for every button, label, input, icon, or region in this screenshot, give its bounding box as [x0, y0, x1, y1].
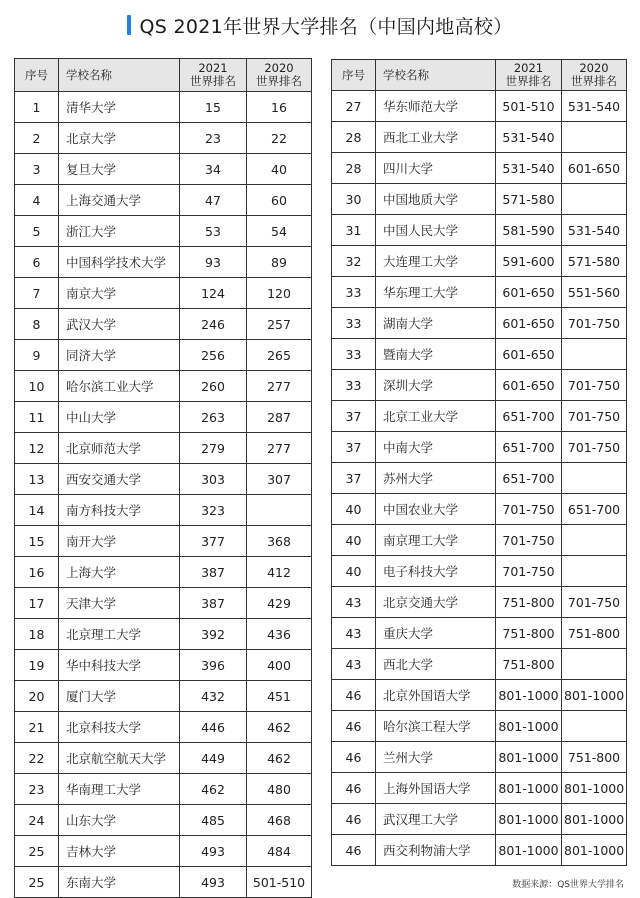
cell-rank: 7 [15, 278, 59, 309]
table-row [15, 402, 312, 433]
cell-2020-rank [562, 463, 627, 494]
table-row [15, 340, 312, 371]
cell-2021-rank: 15 [180, 92, 247, 123]
cell-rank: 30 [332, 184, 376, 215]
table-row [332, 587, 627, 618]
cell-2020-rank: 451 [247, 681, 312, 712]
cell-2021-rank: 34 [180, 154, 247, 185]
cell-rank: 40 [332, 494, 376, 525]
cell-school-name: 四川大学 [376, 153, 496, 184]
cell-2021-rank: 601-650 [496, 339, 562, 370]
cell-2021-rank: 701-750 [496, 556, 562, 587]
cell-rank: 21 [15, 712, 59, 743]
table-row [15, 867, 312, 898]
table-row [15, 216, 312, 247]
table-row [332, 742, 627, 773]
table-body-right [332, 91, 627, 866]
cell-school-name: 电子科技大学 [376, 556, 496, 587]
header-2020-label: 世界排名 [256, 74, 302, 88]
cell-2020-rank: 801-1000 [562, 680, 627, 711]
table-row [15, 92, 312, 123]
table-row [15, 247, 312, 278]
cell-2021-rank: 23 [180, 123, 247, 154]
cell-2020-rank: 751-800 [562, 742, 627, 773]
header-2021-label: 世界排名 [190, 74, 236, 88]
cell-rank: 12 [15, 433, 59, 464]
table-row [332, 184, 627, 215]
cell-rank: 40 [332, 525, 376, 556]
cell-rank: 25 [15, 836, 59, 867]
cell-2020-rank: 60 [247, 185, 312, 216]
cell-2020-rank: 277 [247, 433, 312, 464]
cell-2020-rank: 468 [247, 805, 312, 836]
cell-2020-rank: 801-1000 [562, 804, 627, 835]
cell-2021-rank: 801-1000 [496, 804, 562, 835]
table-row [332, 432, 627, 463]
cell-rank: 20 [15, 681, 59, 712]
cell-2021-rank: 591-600 [496, 246, 562, 277]
header-rank: 序号 [15, 59, 59, 92]
cell-2021-rank: 449 [180, 743, 247, 774]
table-row [332, 494, 627, 525]
cell-rank: 17 [15, 588, 59, 619]
cell-2020-rank: 501-510 [247, 867, 312, 898]
cell-school-name: 同济大学 [59, 340, 180, 371]
table-row [332, 556, 627, 587]
cell-school-name: 武汉理工大学 [376, 804, 496, 835]
cell-rank: 46 [332, 773, 376, 804]
cell-2021-rank: 396 [180, 650, 247, 681]
cell-school-name: 中国地质大学 [376, 184, 496, 215]
cell-rank: 27 [332, 91, 376, 122]
cell-rank: 18 [15, 619, 59, 650]
cell-rank: 43 [332, 649, 376, 680]
cell-school-name: 北京工业大学 [376, 401, 496, 432]
cell-school-name: 哈尔滨工程大学 [376, 711, 496, 742]
cell-school-name: 哈尔滨工业大学 [59, 371, 180, 402]
cell-rank: 37 [332, 401, 376, 432]
cell-2021-rank: 651-700 [496, 432, 562, 463]
cell-school-name: 北京航空航天大学 [59, 743, 180, 774]
cell-school-name: 中南大学 [376, 432, 496, 463]
cell-2020-rank: 54 [247, 216, 312, 247]
cell-school-name: 北京交通大学 [376, 587, 496, 618]
table-row [15, 681, 312, 712]
cell-rank: 9 [15, 340, 59, 371]
cell-school-name: 华东师范大学 [376, 91, 496, 122]
cell-school-name: 西北工业大学 [376, 122, 496, 153]
header-school-name: 学校名称 [376, 60, 496, 91]
cell-2021-rank: 256 [180, 340, 247, 371]
header-school-name: 学校名称 [59, 59, 180, 92]
header-rank: 序号 [332, 60, 376, 91]
cell-2020-rank: 801-1000 [562, 773, 627, 804]
cell-school-name: 中国农业大学 [376, 494, 496, 525]
cell-2021-rank: 93 [180, 247, 247, 278]
cell-2021-rank: 701-750 [496, 525, 562, 556]
cell-school-name: 西安交通大学 [59, 464, 180, 495]
cell-2021-rank: 124 [180, 278, 247, 309]
cell-2021-rank: 432 [180, 681, 247, 712]
table-row [15, 185, 312, 216]
table-row [15, 743, 312, 774]
cell-2021-rank: 392 [180, 619, 247, 650]
table-row [332, 339, 627, 370]
cell-school-name: 上海交通大学 [59, 185, 180, 216]
cell-2020-rank [562, 184, 627, 215]
header-2021-label: 世界排名 [505, 74, 552, 88]
table-row [15, 123, 312, 154]
cell-rank: 31 [332, 215, 376, 246]
cell-2020-rank: 531-540 [562, 215, 627, 246]
table-row [332, 215, 627, 246]
table-row [15, 712, 312, 743]
cell-school-name: 北京理工大学 [59, 619, 180, 650]
cell-2021-rank: 53 [180, 216, 247, 247]
cell-rank: 33 [332, 370, 376, 401]
table-row [15, 464, 312, 495]
table-row [332, 401, 627, 432]
table-row [332, 649, 627, 680]
cell-2020-rank: 651-700 [562, 494, 627, 525]
header-2020-rank [562, 60, 627, 91]
cell-rank: 13 [15, 464, 59, 495]
table-row [15, 557, 312, 588]
header-2020-year: 2020 [264, 61, 294, 75]
table-row [332, 246, 627, 277]
cell-2020-rank: 571-580 [562, 246, 627, 277]
cell-rank: 46 [332, 835, 376, 866]
cell-2020-rank: 257 [247, 309, 312, 340]
cell-school-name: 北京科技大学 [59, 712, 180, 743]
table-row [15, 433, 312, 464]
table-row [15, 588, 312, 619]
cell-rank: 32 [332, 246, 376, 277]
cell-2020-rank: 801-1000 [562, 835, 627, 866]
cell-school-name: 深圳大学 [376, 370, 496, 401]
cell-school-name: 天津大学 [59, 588, 180, 619]
cell-2021-rank: 581-590 [496, 215, 562, 246]
table-row [15, 154, 312, 185]
table-row [15, 309, 312, 340]
cell-2021-rank: 260 [180, 371, 247, 402]
cell-2020-rank: 551-560 [562, 277, 627, 308]
cell-rank: 43 [332, 587, 376, 618]
ranking-table-right [331, 59, 627, 866]
cell-school-name: 西北大学 [376, 649, 496, 680]
cell-2020-rank: 40 [247, 154, 312, 185]
cell-2021-rank: 531-540 [496, 153, 562, 184]
cell-rank: 25 [15, 867, 59, 898]
table-row [332, 711, 627, 742]
cell-school-name: 华东理工大学 [376, 277, 496, 308]
cell-2021-rank: 446 [180, 712, 247, 743]
cell-rank: 46 [332, 742, 376, 773]
cell-2020-rank: 89 [247, 247, 312, 278]
table-row [332, 153, 627, 184]
cell-rank: 5 [15, 216, 59, 247]
cell-rank: 8 [15, 309, 59, 340]
cell-2021-rank: 751-800 [496, 587, 562, 618]
cell-school-name: 厦门大学 [59, 681, 180, 712]
cell-2020-rank: 265 [247, 340, 312, 371]
cell-2021-rank: 601-650 [496, 277, 562, 308]
cell-rank: 37 [332, 463, 376, 494]
cell-rank: 22 [15, 743, 59, 774]
cell-2021-rank: 601-650 [496, 370, 562, 401]
cell-2020-rank: 22 [247, 123, 312, 154]
header-2020-year: 2020 [579, 61, 609, 75]
cell-school-name: 中国人民大学 [376, 215, 496, 246]
cell-rank: 43 [332, 618, 376, 649]
cell-rank: 10 [15, 371, 59, 402]
cell-2021-rank: 246 [180, 309, 247, 340]
cell-2020-rank: 701-750 [562, 401, 627, 432]
cell-2020-rank: 277 [247, 371, 312, 402]
table-row [15, 495, 312, 526]
cell-2021-rank: 462 [180, 774, 247, 805]
cell-2020-rank: 16 [247, 92, 312, 123]
cell-school-name: 兰州大学 [376, 742, 496, 773]
cell-school-name: 上海外国语大学 [376, 773, 496, 804]
cell-school-name: 北京师范大学 [59, 433, 180, 464]
cell-rank: 6 [15, 247, 59, 278]
table-row [332, 277, 627, 308]
cell-2021-rank: 279 [180, 433, 247, 464]
table-header-row [15, 59, 312, 92]
table-row [332, 91, 627, 122]
cell-school-name: 大连理工大学 [376, 246, 496, 277]
cell-2020-rank [562, 339, 627, 370]
cell-2021-rank: 801-1000 [496, 835, 562, 866]
cell-2020-rank: 484 [247, 836, 312, 867]
table-row [332, 804, 627, 835]
cell-school-name: 吉林大学 [59, 836, 180, 867]
cell-2020-rank [562, 556, 627, 587]
table-row [332, 835, 627, 866]
cell-2020-rank [562, 122, 627, 153]
cell-school-name: 浙江大学 [59, 216, 180, 247]
cell-school-name: 湖南大学 [376, 308, 496, 339]
cell-2021-rank: 387 [180, 557, 247, 588]
cell-2020-rank: 480 [247, 774, 312, 805]
cell-school-name: 西交利物浦大学 [376, 835, 496, 866]
cell-2020-rank: 462 [247, 743, 312, 774]
cell-2021-rank: 571-580 [496, 184, 562, 215]
cell-2021-rank: 701-750 [496, 494, 562, 525]
cell-2020-rank: 400 [247, 650, 312, 681]
header-2021-year: 2021 [198, 61, 228, 75]
cell-2020-rank: 120 [247, 278, 312, 309]
cell-school-name: 重庆大学 [376, 618, 496, 649]
cell-2020-rank [247, 495, 312, 526]
cell-rank: 33 [332, 339, 376, 370]
cell-school-name: 北京外国语大学 [376, 680, 496, 711]
cell-2021-rank: 501-510 [496, 91, 562, 122]
cell-2021-rank: 531-540 [496, 122, 562, 153]
table-row [332, 773, 627, 804]
cell-2021-rank: 263 [180, 402, 247, 433]
cell-rank: 2 [15, 123, 59, 154]
cell-2020-rank: 701-750 [562, 308, 627, 339]
cell-2020-rank: 751-800 [562, 618, 627, 649]
cell-school-name: 华南理工大学 [59, 774, 180, 805]
data-source-note: 数据来源：QS世界大学排名 [512, 880, 624, 890]
table-row [15, 774, 312, 805]
cell-2021-rank: 323 [180, 495, 247, 526]
cell-school-name: 中山大学 [59, 402, 180, 433]
cell-rank: 19 [15, 650, 59, 681]
cell-school-name: 南京理工大学 [376, 525, 496, 556]
cell-2020-rank: 412 [247, 557, 312, 588]
cell-2020-rank [562, 711, 627, 742]
cell-2021-rank: 651-700 [496, 463, 562, 494]
page-title [0, 10, 640, 40]
cell-school-name: 北京大学 [59, 123, 180, 154]
cell-rank: 16 [15, 557, 59, 588]
cell-rank: 23 [15, 774, 59, 805]
cell-school-name: 东南大学 [59, 867, 180, 898]
cell-school-name: 武汉大学 [59, 309, 180, 340]
cell-rank: 46 [332, 804, 376, 835]
cell-2021-rank: 303 [180, 464, 247, 495]
cell-rank: 46 [332, 711, 376, 742]
cell-rank: 3 [15, 154, 59, 185]
cell-rank: 24 [15, 805, 59, 836]
cell-2020-rank: 701-750 [562, 370, 627, 401]
cell-school-name: 复旦大学 [59, 154, 180, 185]
page-title-text: QS 2021年世界大学排名（中国内地高校） [139, 15, 513, 38]
table-row [332, 308, 627, 339]
cell-2021-rank: 47 [180, 185, 247, 216]
header-2021-rank [180, 59, 247, 92]
table-row [15, 619, 312, 650]
cell-2021-rank: 801-1000 [496, 711, 562, 742]
cell-2021-rank: 377 [180, 526, 247, 557]
header-2020-rank [247, 59, 312, 92]
cell-rank: 46 [332, 680, 376, 711]
cell-2021-rank: 801-1000 [496, 773, 562, 804]
cell-2021-rank: 387 [180, 588, 247, 619]
cell-rank: 1 [15, 92, 59, 123]
table-row [332, 525, 627, 556]
header-2020-label: 世界排名 [571, 74, 617, 88]
table-row [15, 526, 312, 557]
cell-2021-rank: 485 [180, 805, 247, 836]
title-accent-bar [127, 15, 131, 35]
cell-2020-rank: 368 [247, 526, 312, 557]
cell-school-name: 山东大学 [59, 805, 180, 836]
cell-school-name: 上海大学 [59, 557, 180, 588]
cell-2021-rank: 601-650 [496, 308, 562, 339]
cell-2020-rank: 462 [247, 712, 312, 743]
cell-2020-rank [562, 525, 627, 556]
ranking-table-left [14, 58, 312, 898]
cell-2020-rank: 429 [247, 588, 312, 619]
cell-2021-rank: 751-800 [496, 649, 562, 680]
cell-2021-rank: 801-1000 [496, 742, 562, 773]
table-row [15, 278, 312, 309]
cell-rank: 28 [332, 122, 376, 153]
table-body-left [15, 92, 312, 898]
table-row [332, 618, 627, 649]
cell-school-name: 中国科学技术大学 [59, 247, 180, 278]
cell-2020-rank: 531-540 [562, 91, 627, 122]
cell-school-name: 苏州大学 [376, 463, 496, 494]
cell-2020-rank: 436 [247, 619, 312, 650]
cell-school-name: 南京大学 [59, 278, 180, 309]
table-row [15, 805, 312, 836]
table-row [15, 650, 312, 681]
cell-2021-rank: 651-700 [496, 401, 562, 432]
cell-2020-rank [562, 649, 627, 680]
cell-school-name: 清华大学 [59, 92, 180, 123]
table-row [332, 370, 627, 401]
cell-2020-rank: 307 [247, 464, 312, 495]
table-row [15, 371, 312, 402]
cell-rank: 14 [15, 495, 59, 526]
cell-school-name: 南方科技大学 [59, 495, 180, 526]
cell-rank: 40 [332, 556, 376, 587]
table-row [332, 680, 627, 711]
cell-2021-rank: 493 [180, 836, 247, 867]
table-header-row [332, 60, 627, 91]
header-2021-rank [496, 60, 562, 91]
cell-rank: 33 [332, 277, 376, 308]
cell-rank: 15 [15, 526, 59, 557]
cell-school-name: 华中科技大学 [59, 650, 180, 681]
cell-2021-rank: 493 [180, 867, 247, 898]
cell-rank: 4 [15, 185, 59, 216]
cell-2020-rank: 701-750 [562, 587, 627, 618]
table-row [332, 463, 627, 494]
table-row [15, 836, 312, 867]
cell-school-name: 南开大学 [59, 526, 180, 557]
cell-rank: 37 [332, 432, 376, 463]
table-row [332, 122, 627, 153]
cell-rank: 33 [332, 308, 376, 339]
cell-rank: 28 [332, 153, 376, 184]
cell-school-name: 暨南大学 [376, 339, 496, 370]
cell-rank: 11 [15, 402, 59, 433]
cell-2021-rank: 751-800 [496, 618, 562, 649]
cell-2020-rank: 601-650 [562, 153, 627, 184]
cell-2020-rank: 701-750 [562, 432, 627, 463]
cell-2020-rank: 287 [247, 402, 312, 433]
header-2021-year: 2021 [513, 61, 544, 75]
cell-2021-rank: 801-1000 [496, 680, 562, 711]
